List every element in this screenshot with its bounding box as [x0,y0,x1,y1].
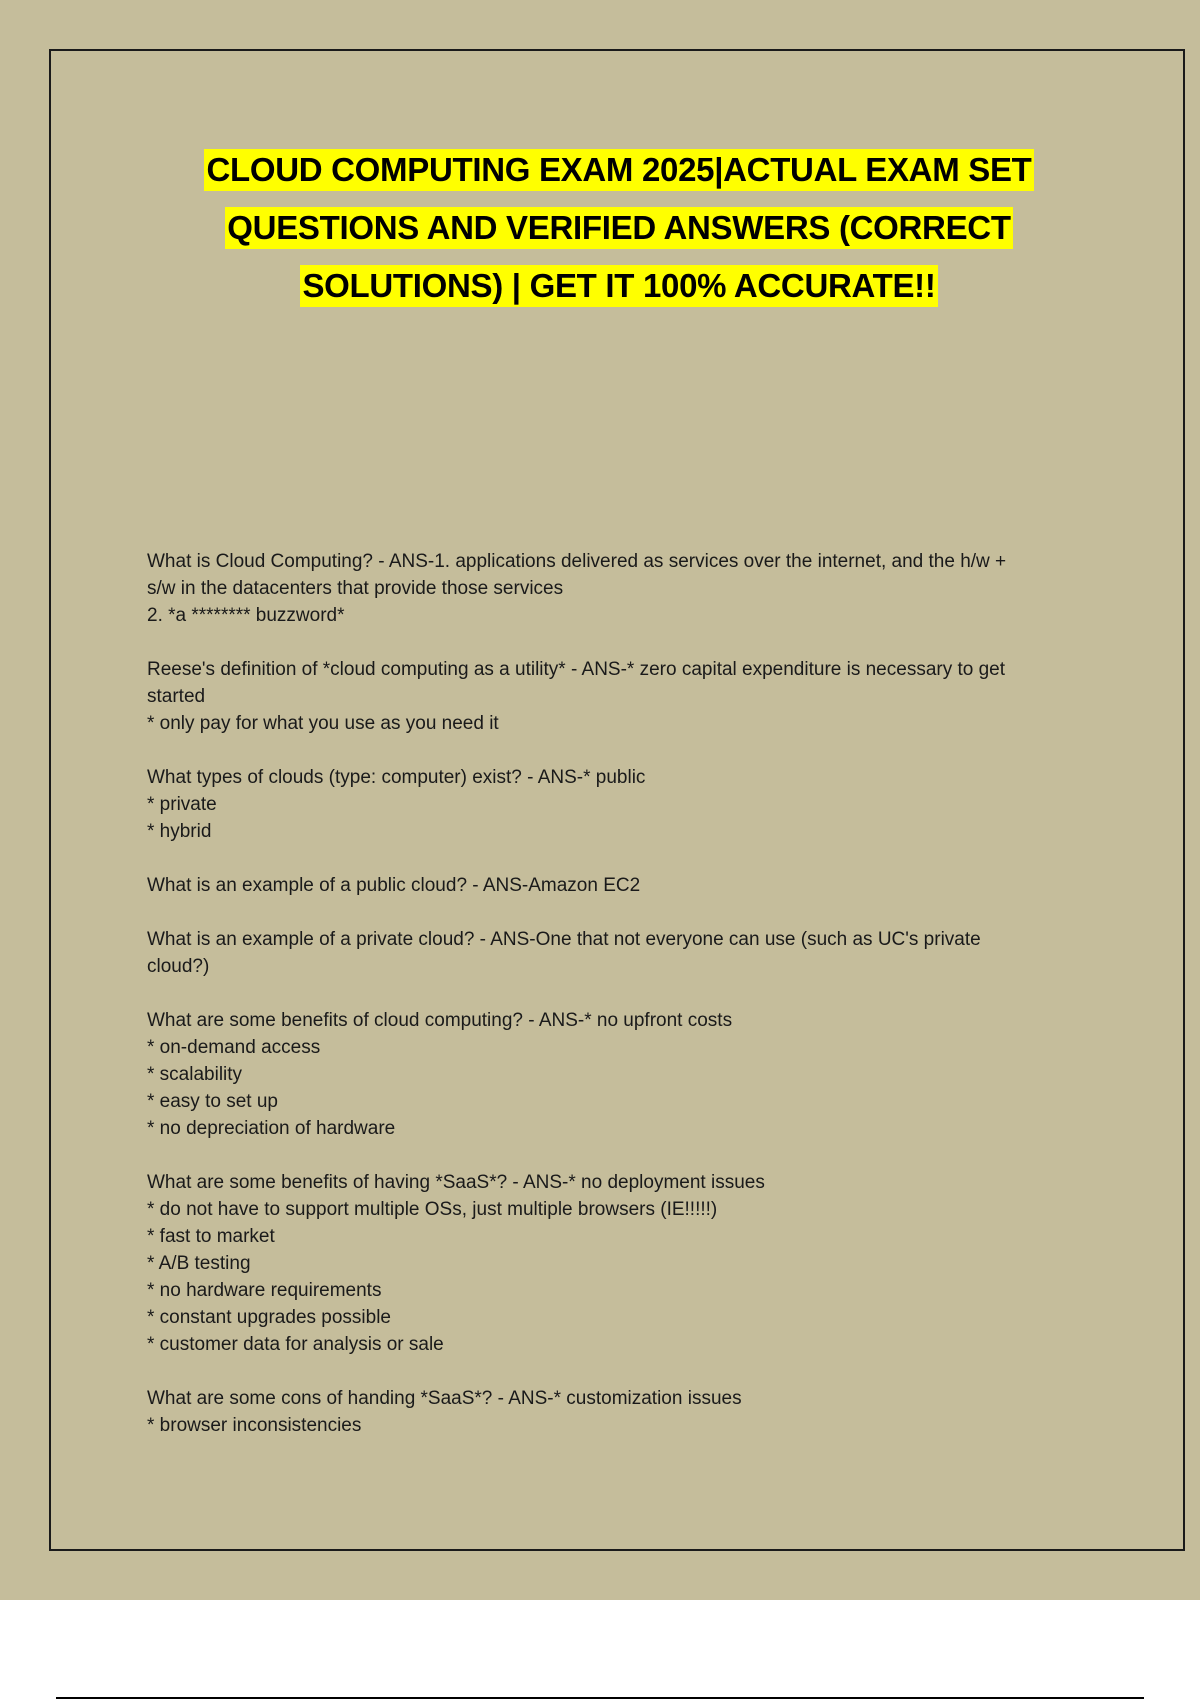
qa-line: What are some benefits of having *SaaS*? - ANS-* no deployment issues [147,1172,765,1193]
qa-line: Reese's definition of *cloud computing as a utility* - ANS-* zero capital expenditure is necessary to get [147,659,1006,680]
page-border-frame [49,49,1185,1551]
qa-item-saas-cons [147,1385,1127,1439]
qa-line: * do not have to support multiple OSs, just multiple browsers (IE!!!!!) [147,1199,718,1220]
document-title [51,149,1187,323]
qa-line: * no depreciation of hardware [147,1118,396,1139]
qa-line: * browser inconsistencies [147,1415,362,1436]
qa-item-public-cloud-example [147,872,1127,899]
qa-line: * A/B testing [147,1253,251,1274]
qa-line: * private [147,794,217,815]
qa-item-reese-utility-definition [147,656,1127,737]
qa-line: * constant upgrades possible [147,1307,391,1328]
qa-line: What types of clouds (type: computer) exist? - ANS-* public [147,767,646,788]
qa-line: * hybrid [147,821,212,842]
qa-line: * customer data for analysis or sale [147,1334,444,1355]
qa-line: * only pay for what you use as you need it [147,713,499,734]
qa-item-cloud-types [147,764,1127,845]
qa-line: 2. *a ******** buzzword* [147,605,345,626]
title-line-2: QUESTIONS AND VERIFIED ANSWERS (CORRECT [225,207,1012,249]
qa-item-cloud-computing-definition [147,548,1127,629]
qa-line: * scalability [147,1064,243,1085]
qa-line: cloud?) [147,956,210,977]
title-line-3: SOLUTIONS) | GET IT 100% ACCURATE!! [300,265,937,307]
qa-line: What are some benefits of cloud computing? - ANS-* no upfront costs [147,1010,733,1031]
qa-line: What is an example of a private cloud? - ANS-One that not everyone can use (such as UC's private [147,929,981,950]
qa-line: * on-demand access [147,1037,321,1058]
qa-line: * fast to market [147,1226,275,1247]
qa-line: * no hardware requirements [147,1280,382,1301]
title-line-1: CLOUD COMPUTING EXAM 2025|ACTUAL EXAM SET [204,149,1033,191]
qa-line: started [147,686,206,707]
footer-divider [56,1697,1144,1699]
qa-line: * easy to set up [147,1091,278,1112]
qa-line: What are some cons of handing *SaaS*? - ANS-* customization issues [147,1388,742,1409]
qa-line: What is Cloud Computing? - ANS-1. applications delivered as services over the internet, and the h/w + [147,551,1007,572]
qa-item-cloud-benefits [147,1007,1127,1142]
qa-line: s/w in the datacenters that provide those services [147,578,564,599]
qa-item-saas-benefits [147,1169,1127,1358]
qa-line: What is an example of a public cloud? - ANS-Amazon EC2 [147,875,641,896]
qa-list [147,548,1127,1466]
qa-item-private-cloud-example [147,926,1127,980]
